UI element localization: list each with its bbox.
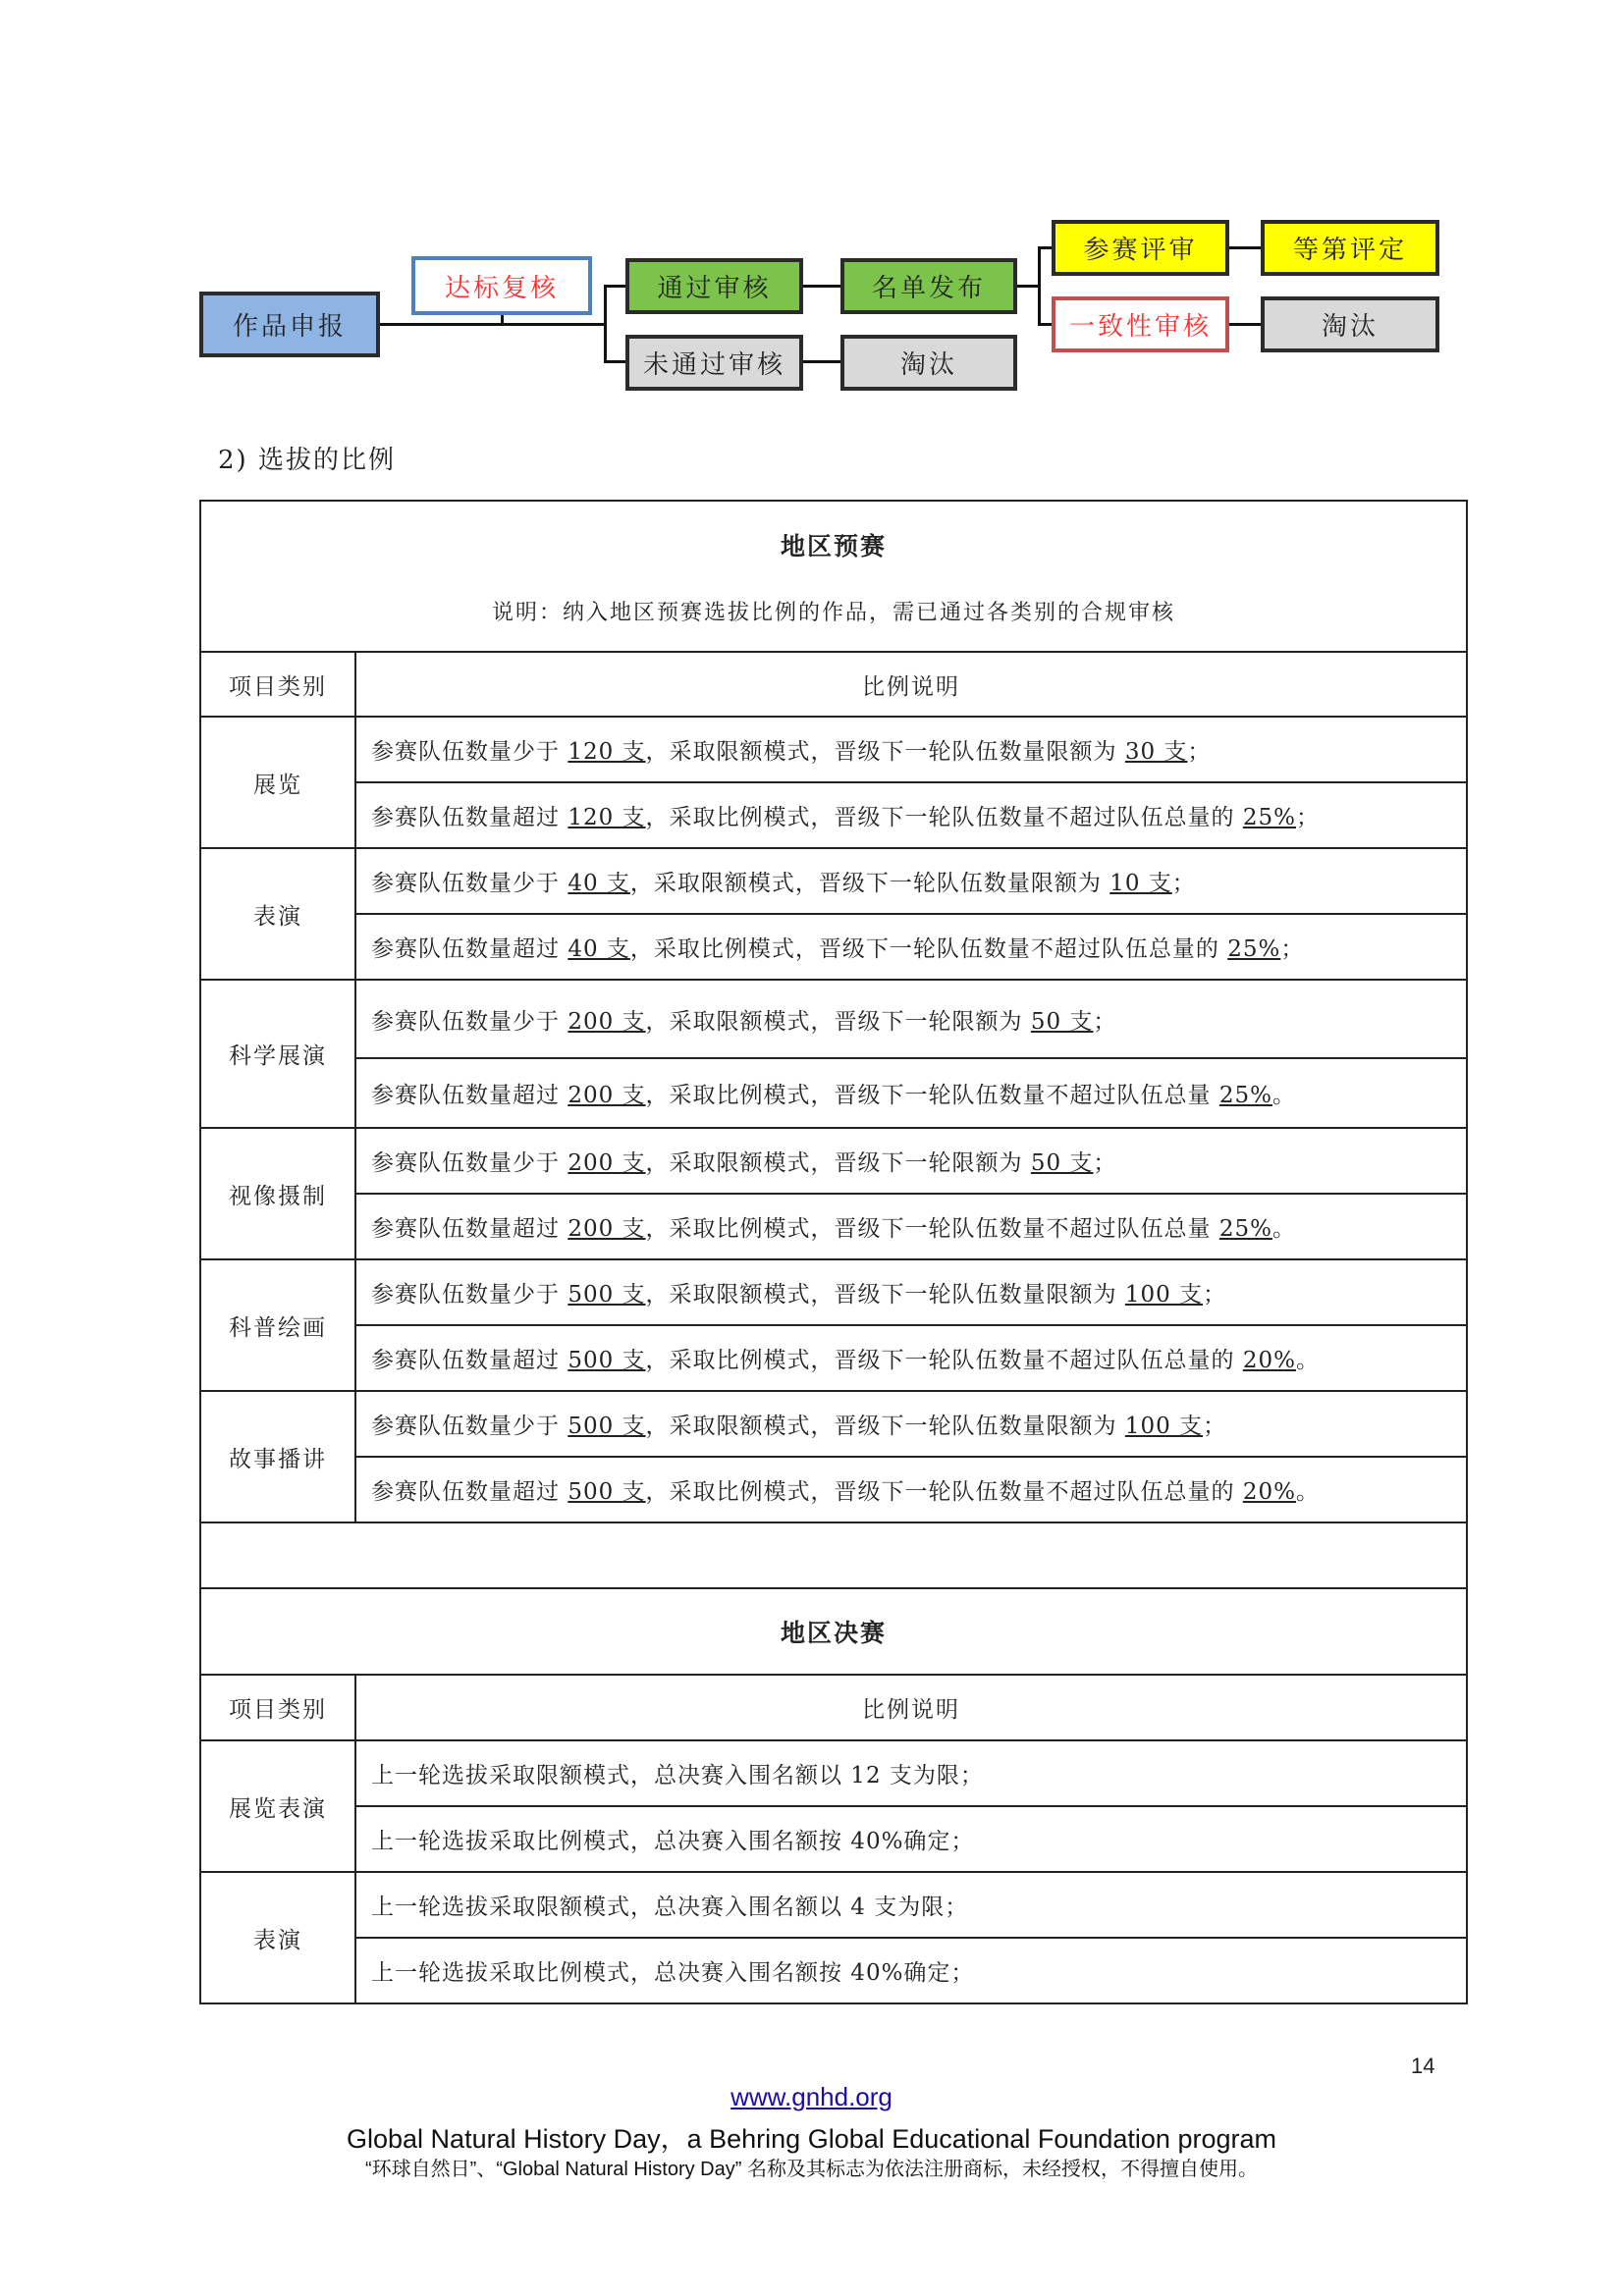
node-consistency-review: 一致性审核 — [1052, 296, 1229, 352]
connector-vertical-1 — [604, 285, 607, 362]
prelim-column-header-row — [200, 652, 1467, 717]
ratio-desc-cell: 参赛队伍数量超过 500 支，采取比例模式，晋级下一轮队伍数量不超过队伍总量的 20%。 — [355, 1325, 1467, 1391]
node-competition-review: 参赛评审 — [1052, 220, 1229, 276]
ratio-desc-cell: 参赛队伍数量超过 500 支，采取比例模式，晋级下一轮队伍数量不超过队伍总量的 20%。 — [355, 1457, 1467, 1522]
ratio-desc-cell: 参赛队伍数量少于 500 支，采取限额模式，晋级下一轮队伍数量限额为 100 支； — [355, 1391, 1467, 1457]
table-row — [200, 1457, 1467, 1522]
footer-website-link[interactable]: www.gnhd.org — [730, 2082, 893, 2111]
ratio-desc-cell: 参赛队伍数量少于 40 支，采取限额模式，晋级下一轮队伍数量限额为 10 支； — [355, 848, 1467, 914]
prelim-col-desc: 比例说明 — [355, 652, 1467, 717]
page-number: 14 — [1411, 2054, 1435, 2078]
final-col-desc: 比例说明 — [355, 1675, 1467, 1740]
ratio-desc-cell: 上一轮选拔采取限额模式，总决赛入围名额以 12 支为限； — [355, 1740, 1467, 1806]
ratio-desc-cell: 参赛队伍数量超过 200 支，采取比例模式，晋级下一轮队伍数量不超过队伍总量 25%。 — [355, 1194, 1467, 1259]
table-row — [200, 1058, 1467, 1128]
connector-submit-trunk — [380, 323, 606, 326]
table-row — [200, 1806, 1467, 1872]
ratio-desc-cell: 参赛队伍数量超过 40 支，采取比例模式，晋级下一轮队伍数量不超过队伍总量的 25%； — [355, 914, 1467, 980]
selection-ratio-table — [199, 500, 1468, 2004]
table-row — [200, 1194, 1467, 1259]
category-cell: 故事播讲 — [200, 1391, 355, 1522]
table-row — [200, 914, 1467, 980]
table-row — [200, 1872, 1467, 1938]
connector-fail-eliminate — [803, 360, 840, 363]
process-flowchart — [0, 0, 1623, 412]
footer-program-line: Global Natural History Day，a Behring Global Educational Foundation program — [347, 2124, 1276, 2154]
table-row — [200, 782, 1467, 848]
connector-pass-publish — [803, 285, 840, 288]
footer-trademark-notice: “环球自然日”、“Global Natural History Day” 名称及其标志为依法注册商标，未经授权，不得擅自使用。 — [365, 2159, 1258, 2180]
final-title: 地区决赛 — [200, 1588, 1467, 1675]
section-heading: 2) 选拔的比例 — [218, 446, 396, 475]
connector-to-fail — [604, 360, 625, 363]
table-row — [200, 717, 1467, 782]
ratio-desc-cell: 上一轮选拔采取限额模式，总决赛入围名额以 4 支为限； — [355, 1872, 1467, 1938]
node-pass-review: 通过审核 — [625, 258, 803, 314]
category-cell: 展览表演 — [200, 1740, 355, 1872]
node-submit: 作品申报 — [199, 292, 380, 357]
ratio-desc-cell: 上一轮选拔采取比例模式，总决赛入围名额按 40%确定； — [355, 1806, 1467, 1872]
node-fail-review: 未通过审核 — [625, 335, 803, 391]
table-row — [200, 1259, 1467, 1325]
node-eliminated-2: 淘汰 — [1261, 296, 1439, 352]
table-row — [200, 848, 1467, 914]
final-column-header-row — [200, 1675, 1467, 1740]
connector-publish-out — [1017, 285, 1040, 288]
category-cell: 展览 — [200, 717, 355, 848]
category-cell: 视像摄制 — [200, 1128, 355, 1259]
node-grade-rating: 等第评定 — [1261, 220, 1439, 276]
connector-standard-review-stem — [501, 314, 504, 325]
category-cell: 科学展演 — [200, 980, 355, 1128]
connector-to-pass — [604, 285, 625, 288]
category-cell: 表演 — [200, 848, 355, 980]
ratio-desc-cell: 参赛队伍数量少于 120 支，采取限额模式，晋级下一轮队伍数量限额为 30 支； — [355, 717, 1467, 782]
ratio-desc-cell: 参赛队伍数量少于 200 支，采取限额模式，晋级下一轮限额为 50 支； — [355, 1128, 1467, 1194]
prelim-col-category: 项目类别 — [200, 652, 355, 717]
prelim-note: 说明：纳入地区预赛选拔比例的作品，需已通过各类别的合规审核 — [492, 600, 1176, 625]
table-row — [200, 1128, 1467, 1194]
connector-consistency-eliminate — [1229, 323, 1261, 326]
category-cell: 表演 — [200, 1872, 355, 2003]
table-row — [200, 1740, 1467, 1806]
ratio-desc-cell: 参赛队伍数量超过 200 支，采取比例模式，晋级下一轮队伍数量不超过队伍总量 25%。 — [355, 1058, 1467, 1128]
table-row — [200, 1325, 1467, 1391]
final-col-category: 项目类别 — [200, 1675, 355, 1740]
node-list-publish: 名单发布 — [840, 258, 1017, 314]
spacer-cell — [200, 1522, 1467, 1588]
prelim-title: 地区预赛 — [781, 531, 888, 561]
prelim-title-row — [200, 501, 1467, 652]
node-standard-review: 达标复核 — [411, 256, 592, 315]
connector-to-consistency — [1038, 323, 1052, 326]
ratio-desc-cell: 上一轮选拔采取比例模式，总决赛入围名额按 40%确定； — [355, 1938, 1467, 2003]
table-row — [200, 980, 1467, 1058]
connector-to-competition — [1038, 246, 1052, 249]
ratio-desc-cell: 参赛队伍数量少于 500 支，采取限额模式，晋级下一轮队伍数量限额为 100 支； — [355, 1259, 1467, 1325]
connector-competition-grade — [1229, 246, 1261, 249]
ratio-desc-cell: 参赛队伍数量超过 120 支，采取比例模式，晋级下一轮队伍数量不超过队伍总量的 25%； — [355, 782, 1467, 848]
table-row — [200, 1938, 1467, 2003]
spacer-row — [200, 1522, 1467, 1588]
category-cell: 科普绘画 — [200, 1259, 355, 1391]
ratio-desc-cell: 参赛队伍数量少于 200 支，采取限额模式，晋级下一轮限额为 50 支； — [355, 980, 1467, 1058]
prelim-title-cell — [200, 501, 1467, 652]
connector-vertical-2 — [1038, 246, 1041, 325]
table-row — [200, 1391, 1467, 1457]
final-title-row — [200, 1588, 1467, 1675]
node-eliminated-1: 淘汰 — [840, 335, 1017, 391]
